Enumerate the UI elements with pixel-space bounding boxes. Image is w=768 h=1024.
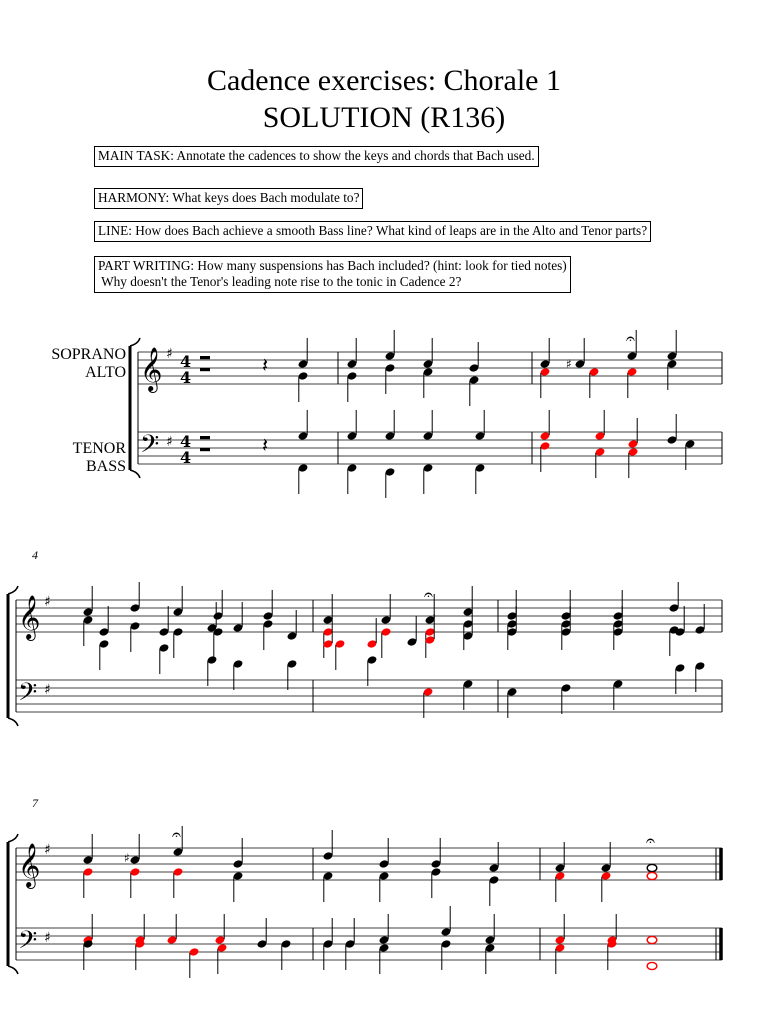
sharp-accidental: ♯ <box>566 357 572 371</box>
bracket-hook <box>130 470 140 478</box>
half-rest <box>200 436 210 439</box>
key-sharp-icon: ♯ <box>44 594 51 610</box>
time-sig-numerator: 4 <box>180 432 192 451</box>
bass-clef-icon: 𝄢 <box>18 926 38 961</box>
fermata-icon: 𝄐 <box>626 329 635 348</box>
fermata-icon: 𝄐 <box>646 831 655 850</box>
half-rest <box>200 448 210 451</box>
bracket-hook <box>130 338 140 346</box>
part-writing-line-1: PART WRITING: How many suspensions has Bach included? (hint: look for tied notes) <box>98 258 567 273</box>
half-rest <box>200 368 210 371</box>
key-sharp-icon: ♯ <box>44 682 51 698</box>
page-title: Cadence exercises: Chorale 1 <box>206 64 561 97</box>
fermata-icon: 𝄐 <box>172 825 181 844</box>
quarter-rest: 𝄽 <box>262 353 269 377</box>
part-writing-line-2: Why doesn't the Tenor's leading note rise to the tonic in Cadence 2? <box>98 274 462 289</box>
cadence-note <box>647 962 657 969</box>
key-sharp-icon: ♯ <box>44 842 51 858</box>
measure-number-7: 7 <box>32 796 38 810</box>
alto-label: ALTO <box>85 364 126 381</box>
treble-clef-icon: 𝄞 <box>18 595 41 639</box>
half-rest <box>200 356 210 359</box>
bass-clef-icon: 𝄢 <box>140 430 160 465</box>
bass-label: BASS <box>85 458 126 475</box>
page-subtitle: SOLUTION (R136) <box>262 101 506 134</box>
harmony-question-box: HARMONY: What keys does Bach modulate to? <box>94 188 363 209</box>
key-sharp-icon: ♯ <box>166 346 173 362</box>
bracket-hook <box>8 718 18 726</box>
main-task-box: MAIN TASK: Annotate the cadences to show the keys and chords that Bach used. <box>94 146 539 167</box>
key-sharp-icon: ♯ <box>166 434 173 450</box>
cadence-note <box>647 872 657 879</box>
cadence-note <box>647 936 657 943</box>
sharp-accidental: ♯ <box>124 851 130 865</box>
quarter-rest: 𝄽 <box>262 433 269 457</box>
measure-number-4: 4 <box>32 548 38 562</box>
time-sig-numerator: 4 <box>180 352 192 371</box>
treble-clef-icon: 𝄞 <box>18 843 41 887</box>
line-question-box: LINE: How does Bach achieve a smooth Bass line? What kind of leaps are in the Alto and Tenor parts? <box>94 221 651 242</box>
bass-clef-icon: 𝄢 <box>18 678 38 713</box>
key-sharp-icon: ♯ <box>44 930 51 946</box>
half-note <box>647 864 657 871</box>
tenor-label: TENOR <box>72 440 126 457</box>
bracket-hook <box>8 586 18 594</box>
fermata-icon: 𝄐 <box>424 585 433 604</box>
soprano-label: SOPRANO <box>51 346 126 363</box>
time-sig-denominator: 4 <box>180 448 192 467</box>
bracket-hook <box>8 834 18 842</box>
treble-clef-icon: 𝄞 <box>140 347 163 391</box>
time-sig-denominator: 4 <box>180 368 192 387</box>
bracket-hook <box>8 966 18 974</box>
